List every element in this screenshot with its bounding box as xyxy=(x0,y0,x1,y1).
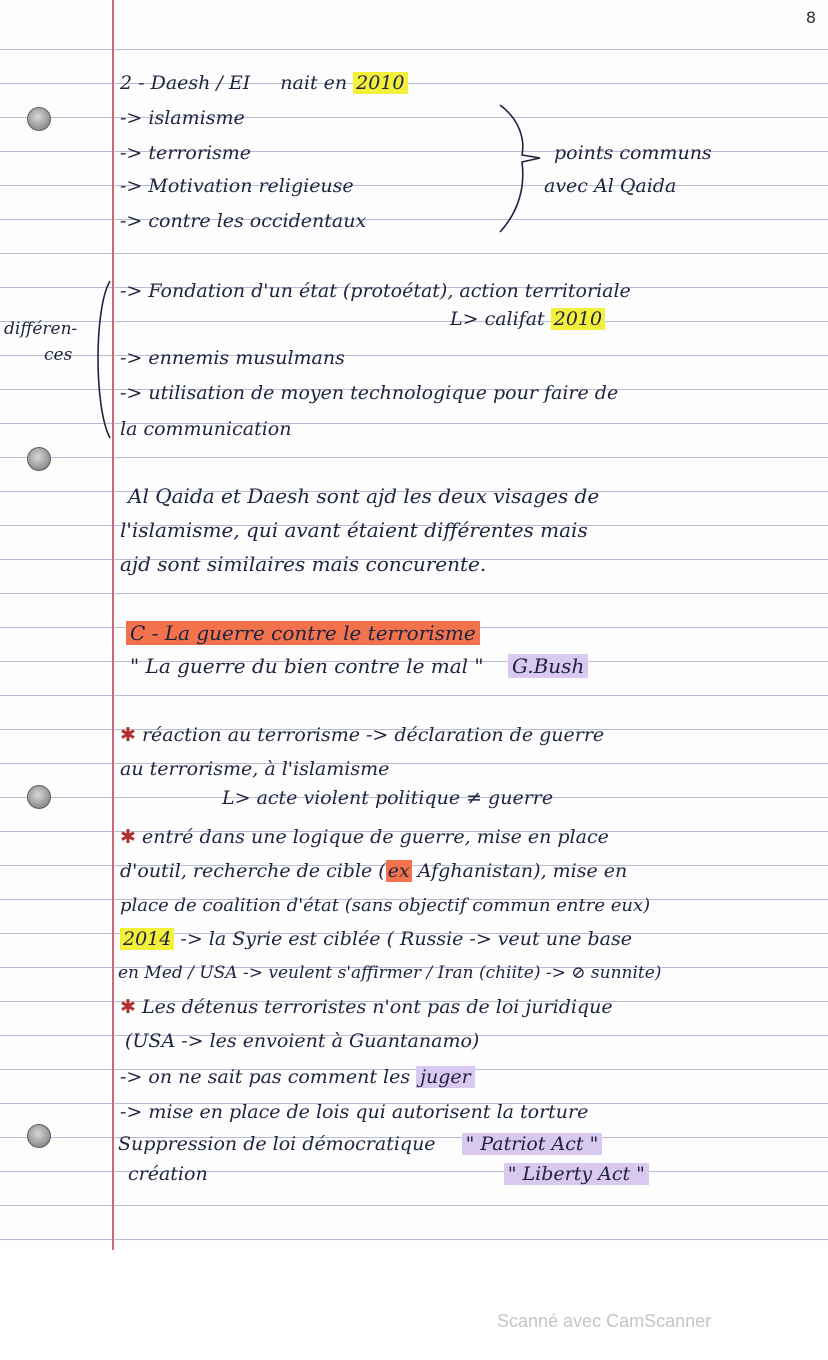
note-line: -> terrorisme xyxy=(120,142,252,164)
differences-label: différen- xyxy=(4,319,78,339)
section-c-title xyxy=(126,622,480,644)
note-text: -> on ne sait pas comment les xyxy=(120,1066,411,1088)
note-line: place de coalition d'état (sans objectif commun entre eux) xyxy=(120,895,651,916)
page-number: 8 xyxy=(805,8,816,27)
note-line: au terrorisme, à l'islamisme xyxy=(120,758,390,780)
binder-hole xyxy=(27,107,51,131)
binder-hole xyxy=(27,447,51,471)
note-line: -> contre les occidentaux xyxy=(120,210,367,232)
patriot-act-highlight: " Patriot Act " xyxy=(462,1133,603,1155)
bullet-line xyxy=(120,724,604,746)
margin-line xyxy=(112,0,114,1250)
note-line: la communication xyxy=(120,418,292,440)
bullet-line xyxy=(120,996,613,1018)
binder-hole xyxy=(27,785,51,809)
califat-text: L> califat xyxy=(450,308,545,330)
quote-author: G.Bush xyxy=(508,654,588,678)
note-line xyxy=(450,308,605,330)
note-text: d'outil, recherche de cible ( xyxy=(120,860,386,882)
bullet-icon: ✱ xyxy=(120,996,136,1018)
differences-label: ces xyxy=(44,345,73,365)
note-line: -> utilisation de moyen technologique pour faire de xyxy=(120,382,619,404)
note-line xyxy=(120,1066,475,1088)
binder-hole xyxy=(27,1124,51,1148)
section-title-highlight: C - La guerre contre le terrorisme xyxy=(126,621,480,645)
bullet-text: Les détenus terroristes n'ont pas de loi juridique xyxy=(141,996,613,1018)
note-line: -> ennemis musulmans xyxy=(120,347,345,369)
note-line: -> Motivation religieuse xyxy=(120,175,354,197)
quote-text: " La guerre du bien contre le mal " xyxy=(130,654,484,678)
heading-line xyxy=(120,72,408,94)
differences-brace xyxy=(90,278,114,443)
paragraph-line: ajd sont similaires mais concurente. xyxy=(120,552,487,576)
common-brace xyxy=(490,100,560,240)
note-line: (USA -> les envoient à Guantanamo) xyxy=(125,1030,480,1052)
bullet-icon: ✱ xyxy=(120,826,136,848)
note-line: -> mise en place de lois qui autorisent la torture xyxy=(120,1101,589,1123)
note-text: Suppression de loi démocratique xyxy=(118,1133,436,1155)
note-line xyxy=(118,1133,602,1155)
note-line xyxy=(128,1163,649,1185)
note-line: -> Fondation d'un état (protoétat), action territoriale xyxy=(120,280,631,302)
year-highlight: 2014 xyxy=(120,928,174,950)
quote-line xyxy=(130,655,588,677)
note-line xyxy=(120,928,632,950)
liberty-act-highlight: " Liberty Act " xyxy=(504,1163,649,1185)
juger-highlight: juger xyxy=(416,1066,475,1088)
bullet-icon: ✱ xyxy=(120,724,136,746)
bullet-text: réaction au terrorisme -> déclaration de guerre xyxy=(141,724,605,746)
note-line: en Med / USA -> veulent s'affirmer / Iran (chiite) -> ⊘ sunnite) xyxy=(118,963,662,983)
note-text: création xyxy=(128,1163,208,1185)
note-text: -> la Syrie est ciblée ( Russie -> veut une base xyxy=(174,928,632,950)
paragraph-line: Al Qaida et Daesh sont ajd les deux visages de xyxy=(128,484,600,508)
common-points-label: avec Al Qaida xyxy=(544,175,677,197)
scanner-watermark: Scanné avec CamScanner xyxy=(497,1311,712,1331)
note-text: Afghanistan), mise en xyxy=(411,860,628,882)
paragraph-line: l'islamisme, qui avant étaient différentes mais xyxy=(120,518,588,542)
common-points-label: points communs xyxy=(554,142,712,164)
bullet-line xyxy=(120,826,609,848)
note-line: -> islamisme xyxy=(120,107,245,129)
section-heading: 2 - Daesh / EI xyxy=(120,72,251,94)
year-highlight: 2010 xyxy=(353,72,407,94)
bullet-text: entré dans une logique de guerre, mise en place xyxy=(141,826,609,848)
year-highlight: 2010 xyxy=(551,308,605,330)
heading-text: nait en xyxy=(280,72,348,94)
note-line: L> acte violent politique ≠ guerre xyxy=(222,787,554,809)
example-highlight: ex xyxy=(387,860,410,882)
note-line xyxy=(120,860,627,882)
